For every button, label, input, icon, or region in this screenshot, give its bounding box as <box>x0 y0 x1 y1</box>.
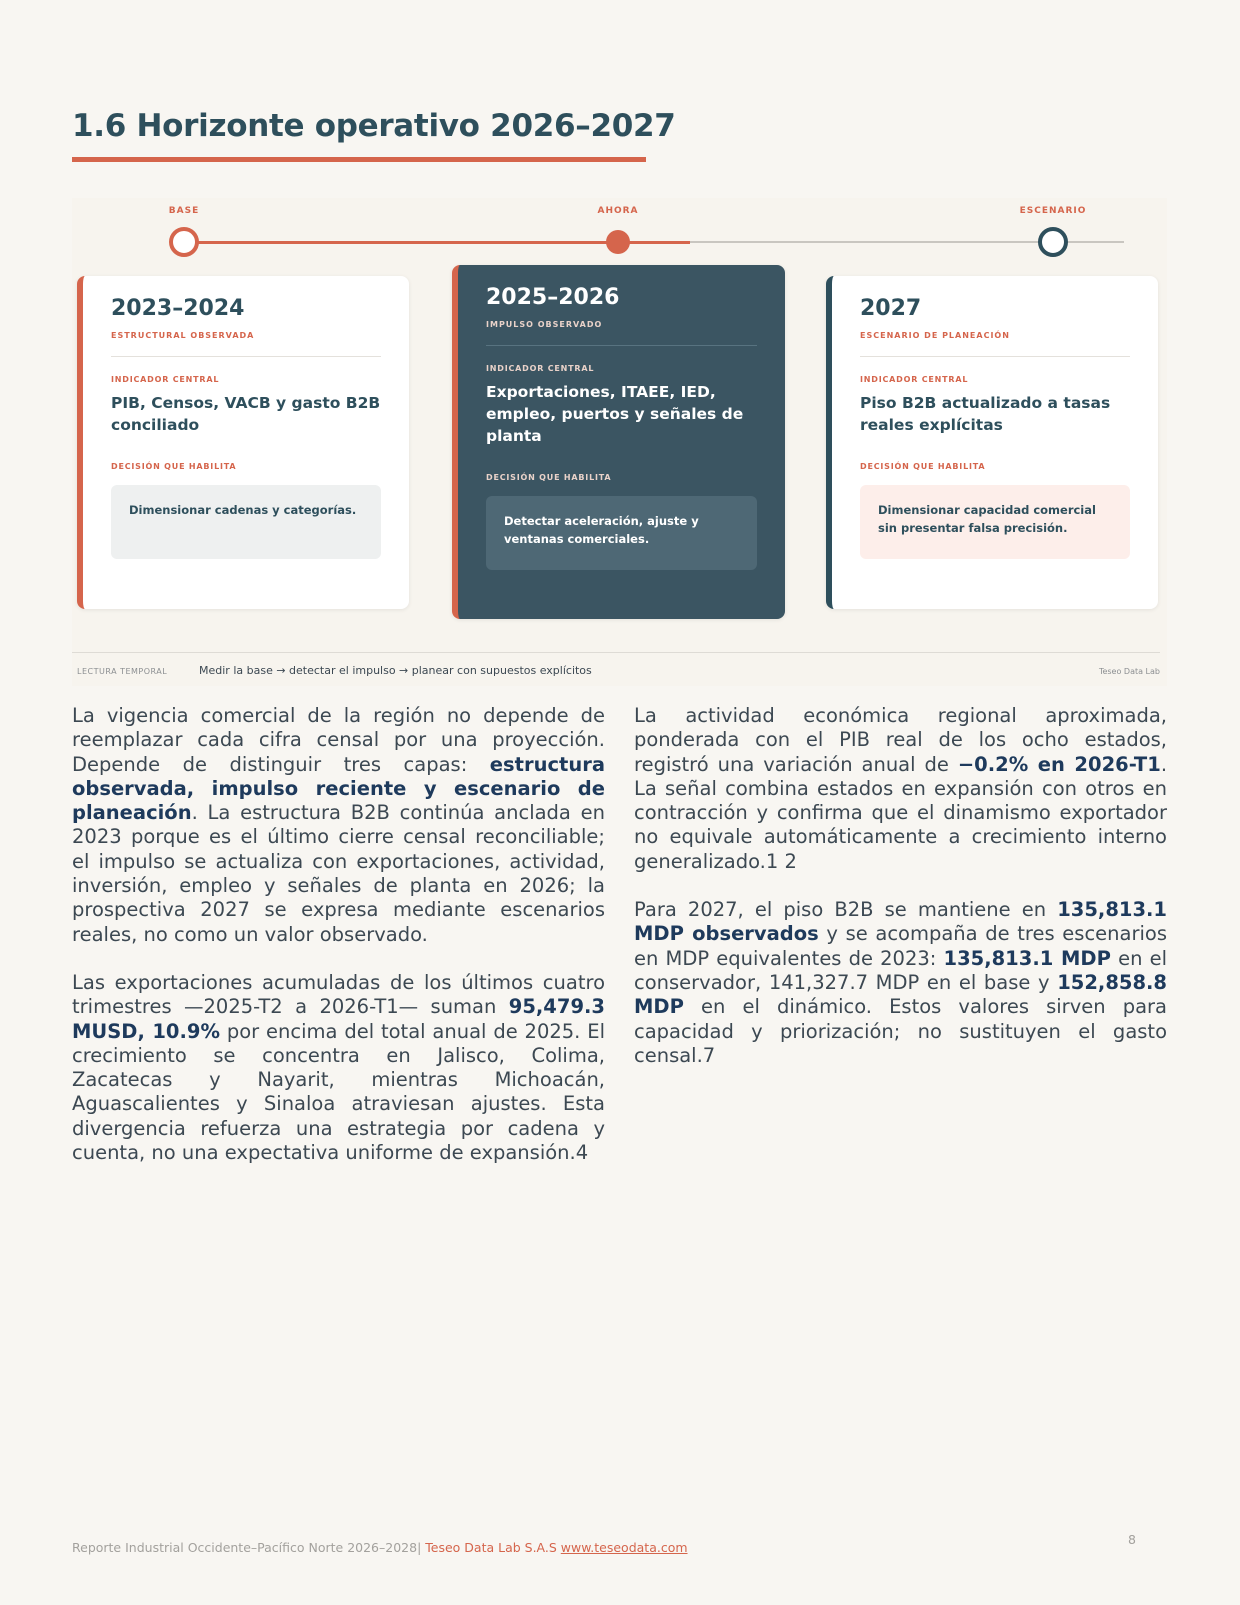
timeline-node-scenario <box>1038 227 1068 257</box>
page-footer <box>72 1540 688 1555</box>
card-decision: Detectar aceleración, ajuste y ventanas comerciales. <box>486 496 757 570</box>
card-decision: Dimensionar capacidad comercial sin presentar falsa precisión. <box>860 485 1130 559</box>
page-number: 8 <box>1128 1532 1136 1547</box>
reading-label: LECTURA TEMPORAL <box>77 667 168 676</box>
card-divider <box>860 356 1130 357</box>
card-divider <box>111 356 381 357</box>
footer-url-link[interactable]: www.teseodata.com <box>560 1540 688 1555</box>
card-scenario <box>826 276 1158 609</box>
figure-brand: Teseo Data Lab <box>1098 667 1160 676</box>
card-indicator: PIB, Censos, VACB y gasto B2B conciliado <box>111 394 381 434</box>
paragraph-exports: Las exportaciones acumuladas de los últimos cuatro trimestres —2025-T2 a 2026-T1— suman 95,479.3 MUSD, 10.9% por encima del total anual de 2025. El crecimiento se concentra en Jalisco, Colima, Zacatecas y Nayarit, mientras Michoacán, Aguascalientes y Sinaloa atraviesan ajustes. Esta divergencia refuerza una estrategia por cadena y cuenta, no una expectativa uniforme de expansión.4 <box>72 970 605 1165</box>
paragraph-layers: La vigencia comercial de la región no depende de reemplazar cada cifra censal por una proyección. Depende de distinguir tres capas: estructura observada, impulso reciente y escenario de planeación. La estructura B2B continúa anclada en 2023 porque es el último cierre censal reconciliable; el impulso se actualiza con exportaciones, actividad, inversión, empleo y señales de planta en 2026; la prospectiva 2027 se expresa mediante escenarios reales, no como un valor observado. <box>72 704 605 946</box>
timeline-node-now <box>606 230 630 254</box>
reading-sequence: Medir la base → detectar el impulso → planear con supuestos explícitos <box>199 664 592 677</box>
paragraph-activity: La actividad económica regional aproximada, ponderada con el PIB real de los ocho estados, registró una variación anual de −0.2% en 2026-T1. La señal combina estados en expansión con otros en contracción y confirma que el dinamismo exportador no equivale automáticamente a crecimiento interno generalizado.1 2 <box>634 704 1168 873</box>
timeline-label-base: BASE <box>168 206 200 216</box>
paragraph-scenarios: Para 2027, el piso B2B se mantiene en 135,813.1 MDP observados y se acompaña de tres escenarios en MDP equivalentes de 2023: 135,813.1 MDP en el conservador, 141,327.7 MDP en el base y 152,858.8 MDP en el dinámico. Estos valores sirven para capacidad y priorización; no sustituyen el gasto censal.7 <box>634 898 1167 1067</box>
timeline-figure <box>72 198 1167 686</box>
title-underline <box>72 157 646 162</box>
card-indicator-label: INDICADOR CENTRAL <box>860 375 969 384</box>
footer-report: Reporte Industrial Occidente–Pacífico Norte 2026–2028| <box>72 1540 422 1555</box>
timeline-label-now: AHORA <box>597 206 639 216</box>
card-indicator-label: INDICADOR CENTRAL <box>486 364 595 373</box>
card-decision-label: DECISIÓN QUE HABILITA <box>111 462 237 471</box>
footer-company: Teseo Data Lab S.A.S <box>421 1540 561 1555</box>
card-subtitle: ESTRUCTURAL OBSERVADA <box>111 331 255 340</box>
card-subtitle: IMPULSO OBSERVADO <box>486 320 603 329</box>
card-decision-label: DECISIÓN QUE HABILITA <box>860 462 986 471</box>
card-decision-label: DECISIÓN QUE HABILITA <box>486 473 612 482</box>
card-impulse <box>452 265 785 619</box>
card-structural <box>77 276 409 609</box>
card-year: 2023–2024 <box>111 296 245 321</box>
timeline-label-scenario: ESCENARIO <box>1019 206 1087 216</box>
page-title: 1.6 Horizonte operativo 2026–2027 <box>72 108 676 144</box>
body-column-right <box>634 704 1167 1092</box>
card-subtitle: ESCENARIO DE PLANEACIÓN <box>860 331 1010 340</box>
figure-divider <box>72 652 1160 653</box>
card-divider <box>486 345 757 346</box>
card-year: 2027 <box>860 296 922 321</box>
timeline-node-base <box>169 227 199 257</box>
card-year: 2025–2026 <box>486 285 620 310</box>
card-indicator: Exportaciones, ITAEE, IED, empleo, puertos y señales de planta <box>486 383 744 445</box>
card-indicator: Piso B2B actualizado a tasas reales explícitas <box>860 394 1111 434</box>
card-decision: Dimensionar cadenas y categorías. <box>111 485 381 559</box>
body-column-left <box>72 704 605 1189</box>
card-indicator-label: INDICADOR CENTRAL <box>111 375 220 384</box>
